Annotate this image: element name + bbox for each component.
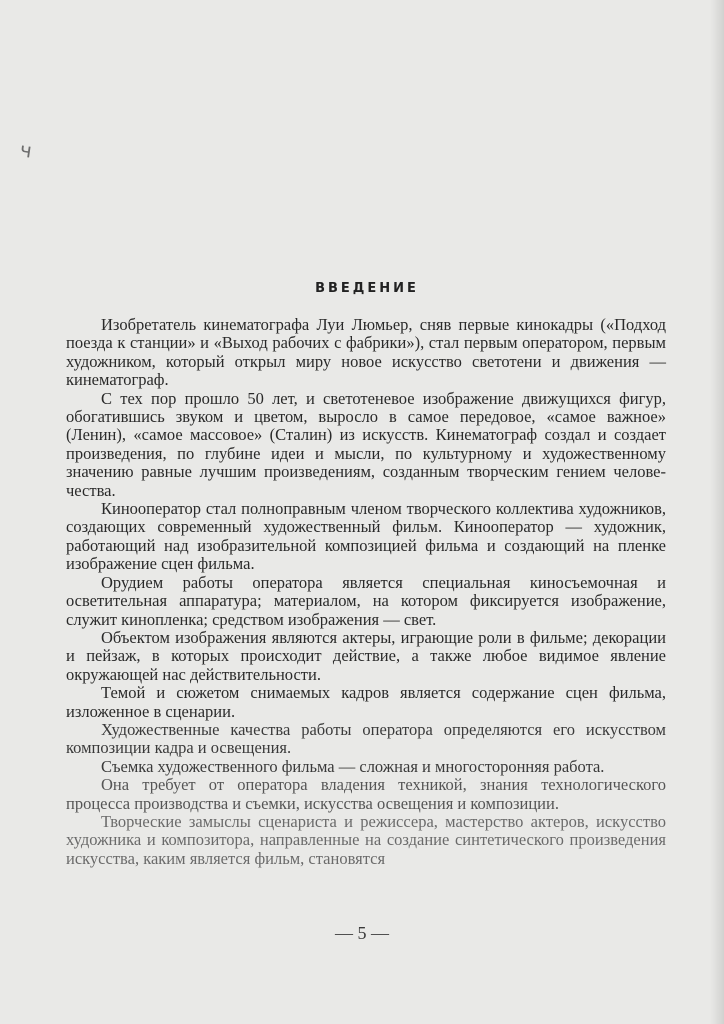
- paragraph-7: Художественные качества работы оператора определяются его искусством композиции кадра и освещения.: [66, 719, 666, 758]
- paragraph-1: Изобретатель кинематографа Луи Люмьер, сняв первые кинокадры («Подход поезда к станции» и «Выход рабочих с фабрики»), стал первым оператором, первым художником, который открыл миру новое искусство светотени и движения — кинематограф.: [66, 315, 666, 390]
- paragraph-2: С тех пор прошло 50 лет, и светотеневое изображение движущихся фигур, обогатившись звуком и цветом, выросло в самое передовое, «самое важное» (Ленин), «самое массовое» (Сталин) из искусств. Кинематограф создал и создает произведения, по глубине идеи и мысли, по культурному и художественному значению равные лучшим произведениям, созданным творческим гением человечества.: [66, 388, 666, 500]
- paragraph-5: Объектом изображения являются актеры, играющие роли в фильме; декорации и пейзаж, в которых происходит действие, а также любое видимое явление окружающей нас действительности.: [66, 627, 666, 684]
- paragraph-8: Съемка художественного фильма — сложная и многосторонняя работа.: [101, 756, 605, 776]
- margin-pencil-mark: ч: [18, 137, 34, 163]
- body-text: [66, 316, 666, 868]
- paragraph-9: Она требует от оператора владения техникой, знания технологического процесса производства и съемки, искусства освещения и композиции.: [66, 775, 666, 813]
- paragraph-6: Темой и сюжетом снимаемых кадров является содержание сцен фильма, изложенное в сценарии.: [66, 683, 666, 721]
- paragraph-10: Творческие замыслы сценариста и режиссера, мастерство актеров, искусство художника и композитора, направленные на создание синтетического произведения искусства, каким является фильм, становятся: [66, 811, 666, 868]
- paragraph-3: Кинооператор стал полноправным членом творческого коллектива художников, создающих современный художественный фильм. Кинооператор — художник, работающий над изобразительной композицией фильма и создающий на пленке изображение сцен фильма.: [66, 499, 666, 574]
- page-number: — 5 —: [335, 923, 389, 943]
- chapter-heading: ВВЕДЕНИЕ: [315, 281, 419, 296]
- paragraph-4: Орудием работы оператора является специальная киносъемочная и осветительная аппаратура; материалом, на котором фиксируется изображение, служит кинопленка; средством изображения — свет.: [66, 572, 666, 629]
